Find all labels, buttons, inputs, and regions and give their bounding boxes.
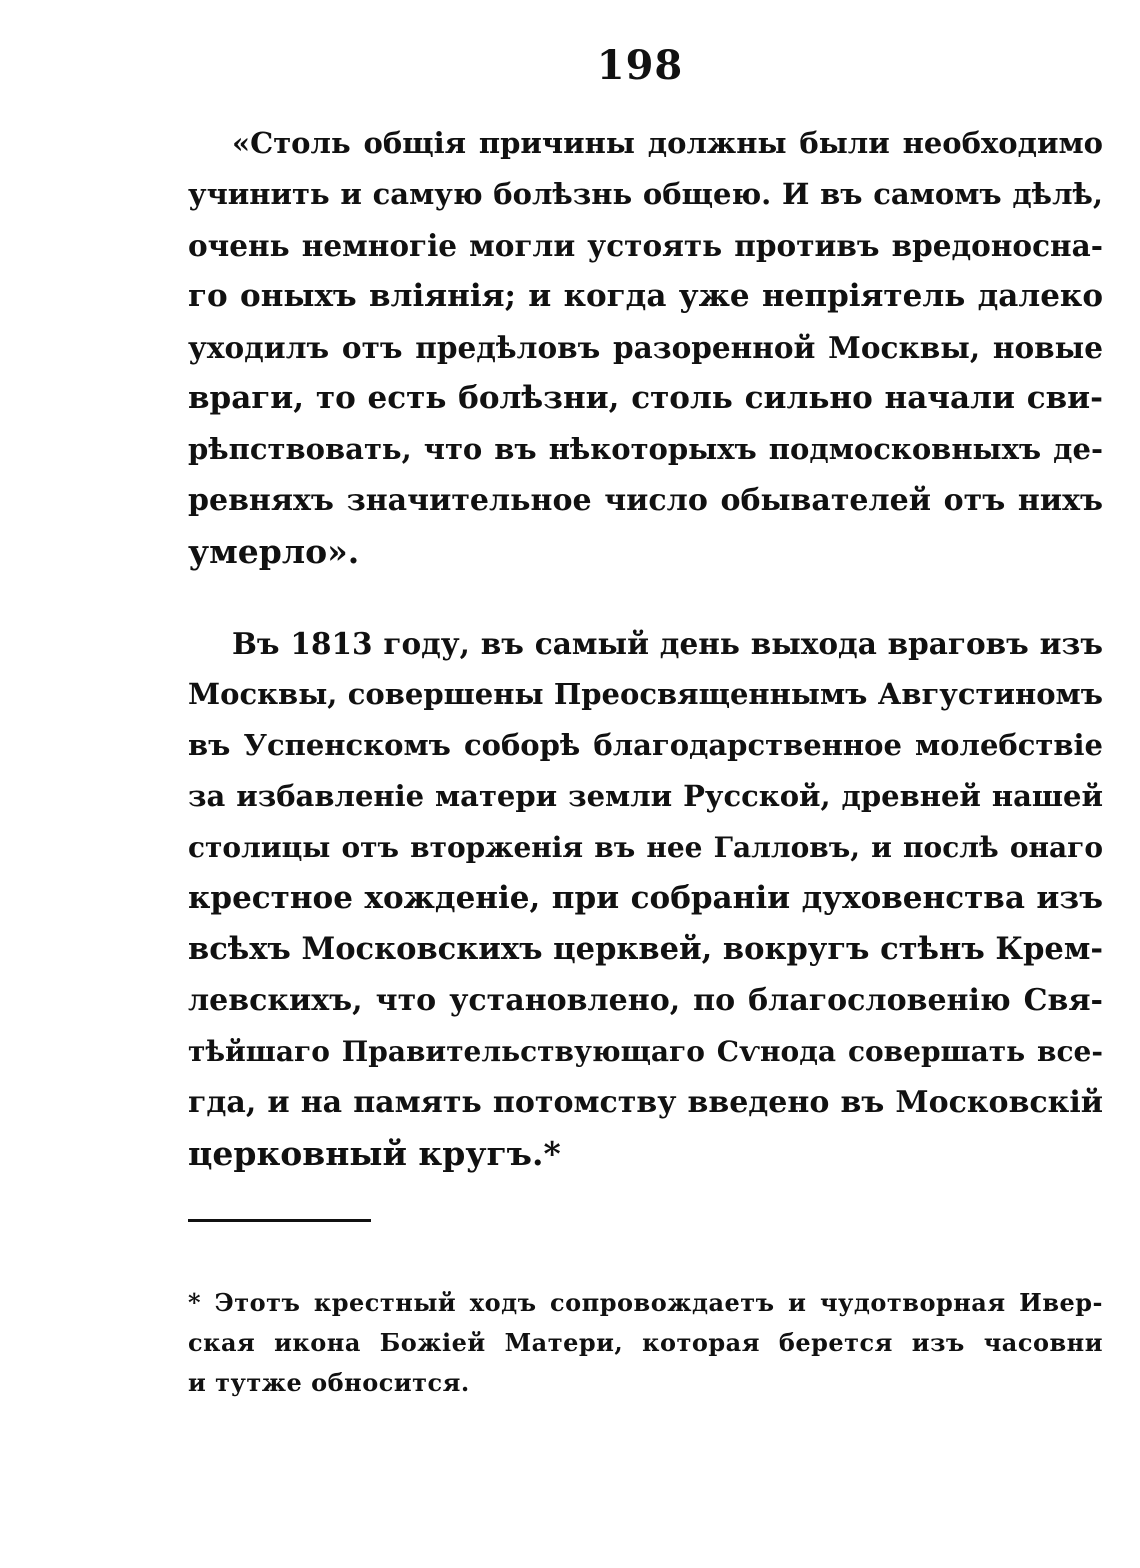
paragraph-line: всѣхъ Московскихъ церквей, вокругъ стѣнъ Крем-	[188, 931, 1103, 967]
quote-line: учинить и самую болѣзнь общею. И въ самомъ дѣлѣ,	[188, 177, 1103, 211]
quote-line: го оныхъ вліянія; и когда уже непріятель далеко	[188, 278, 1103, 314]
footnote-line: * Этотъ крестный ходъ сопровождаетъ и чудотворная Ивер-	[188, 1288, 1103, 1317]
paragraph-line: тѣйшаго Правительствующаго Сѵнода совершать все-	[188, 1035, 1103, 1068]
paragraph-line: Въ 1813 году, въ самый день выхода враговъ изъ	[232, 626, 1103, 661]
footnote	[188, 1283, 1103, 1403]
paragraph-line: гда, и на память потомству введено въ Московскій	[188, 1085, 1103, 1120]
paragraph-line: Москвы, совершены Преосвященнымъ Августиномъ	[188, 677, 1103, 711]
paragraph-line: крестное хожденіе, при собраніи духовенства изъ	[188, 880, 1103, 916]
paragraph-line: левскихъ, что установлено, по благословенію Свя-	[188, 983, 1103, 1018]
quote-line: ревняхъ значительное число обывателей отъ нихъ	[188, 483, 1103, 518]
quote-line: «Столь общія причины должны были необходимо	[232, 126, 1103, 160]
main-paragraph	[188, 618, 1103, 1179]
paragraph-line: за избавленіе матери земли Русской, древней нашей	[188, 779, 1103, 813]
quote-line: рѣпствовать, что въ нѣкоторыхъ подмосковныхъ де-	[188, 432, 1103, 466]
paragraph-line: въ Успенскомъ соборѣ благодарственное молебствіе	[188, 728, 1103, 762]
quote-line: враги, то есть болѣзни, столь сильно начали сви-	[188, 380, 1103, 416]
quote-line: уходилъ отъ предѣловъ разоренной Москвы, новые	[188, 330, 1103, 365]
footnote-line: и тутже обносится.	[188, 1368, 470, 1397]
quote-line: умерло».	[188, 532, 360, 571]
quote-line: очень немногіе могли устоять противъ вредоносна-	[188, 228, 1103, 263]
paragraph-line: церковный кругъ.*	[188, 1134, 561, 1173]
paragraph-line: столицы отъ вторженія въ нее Галловъ, и послѣ онаго	[188, 831, 1103, 864]
footnote-divider	[188, 1219, 371, 1222]
quote-paragraph	[188, 118, 1103, 577]
page-number: 198	[596, 42, 684, 89]
footnote-line: ская икона Божіей Матери, которая берется изъ часовни	[188, 1328, 1103, 1357]
